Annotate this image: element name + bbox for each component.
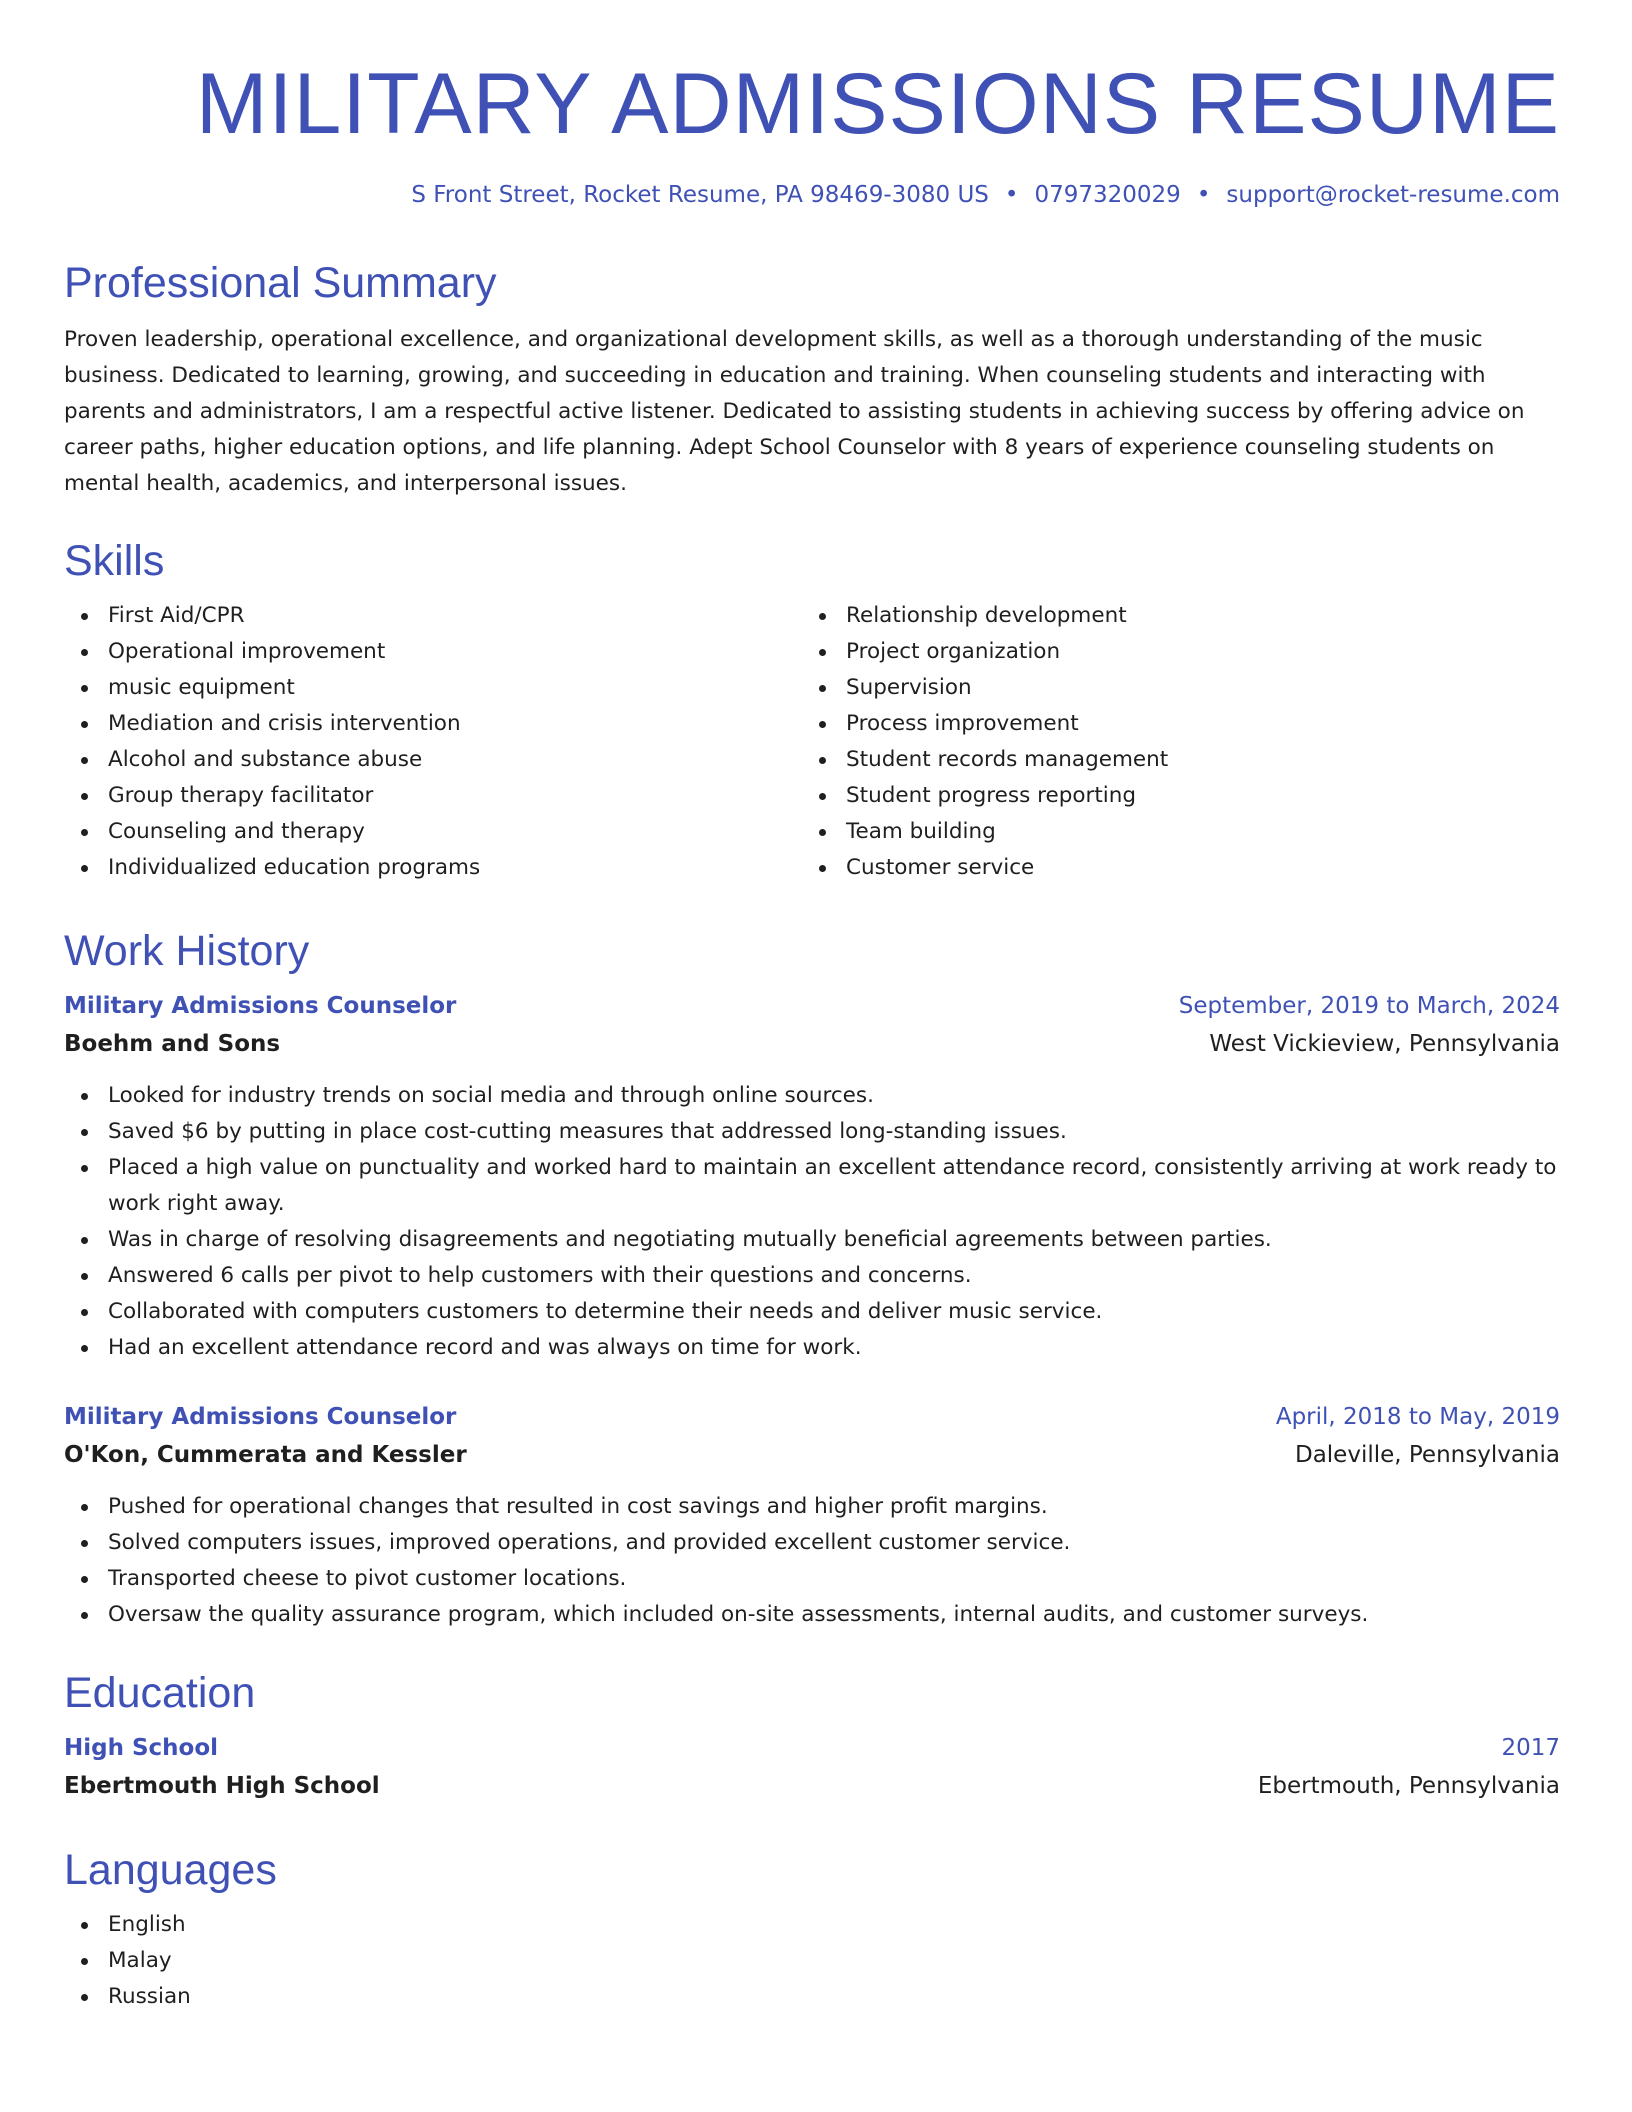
job-bullets bbox=[64, 1078, 1560, 1366]
job-bullet: Transported cheese to pivot customer locations. bbox=[64, 1561, 1560, 1597]
education-section bbox=[64, 1668, 1560, 1805]
skill-item: Individualized education programs bbox=[64, 850, 802, 886]
languages-section bbox=[64, 1845, 1560, 2015]
job-bullet: Oversaw the quality assurance program, which included on-site assessments, internal audits, and customer surveys. bbox=[64, 1597, 1560, 1633]
job-bullet: Had an excellent attendance record and was always on time for work. bbox=[64, 1330, 1560, 1366]
contact-line bbox=[411, 182, 1560, 208]
skill-item: Alcohol and substance abuse bbox=[64, 742, 802, 778]
education-header-row bbox=[64, 1729, 1560, 1767]
school-name: Ebertmouth High School bbox=[64, 1773, 380, 1799]
school-location: Ebertmouth, Pennsylvania bbox=[1257, 1773, 1560, 1799]
job-bullets bbox=[64, 1489, 1560, 1633]
skill-item: Customer service bbox=[802, 850, 1540, 886]
job-company-row bbox=[64, 1025, 1560, 1063]
job-header-row bbox=[64, 987, 1560, 1025]
job-bullet: Pushed for operational changes that resulted in cost savings and higher profit margins. bbox=[64, 1489, 1560, 1525]
skill-item: Student records management bbox=[802, 742, 1540, 778]
skill-item: Student progress reporting bbox=[802, 778, 1540, 814]
skill-item: Project organization bbox=[802, 634, 1540, 670]
work-history-section bbox=[64, 926, 1560, 1633]
job-entry bbox=[64, 1398, 1560, 1633]
phone: 0797320029 bbox=[1034, 182, 1181, 208]
job-bullet: Answered 6 calls per pivot to help customers with their questions and concerns. bbox=[64, 1258, 1560, 1294]
resume-title: MILITARY ADMISSIONS RESUME bbox=[195, 56, 1560, 152]
graduation-year: 2017 bbox=[1501, 1735, 1560, 1761]
address: S Front Street, Rocket Resume, PA 98469-3080 US bbox=[411, 182, 989, 208]
skill-item: Counseling and therapy bbox=[64, 814, 802, 850]
skills-list-left bbox=[64, 598, 802, 886]
language-item: English bbox=[64, 1907, 1560, 1943]
job-bullet: Saved $6 by putting in place cost-cutting measures that addressed long-standing issues. bbox=[64, 1114, 1560, 1150]
job-title: Military Admissions Counselor bbox=[64, 993, 457, 1019]
job-bullet: Collaborated with computers customers to determine their needs and deliver music service. bbox=[64, 1294, 1560, 1330]
job-dates: April, 2018 to May, 2019 bbox=[1275, 1404, 1560, 1430]
company-name: O'Kon, Cummerata and Kessler bbox=[64, 1442, 467, 1468]
skill-item: Mediation and crisis intervention bbox=[64, 706, 802, 742]
resume-page bbox=[64, 0, 1560, 2009]
job-title: Military Admissions Counselor bbox=[64, 1404, 457, 1430]
job-header-row bbox=[64, 1398, 1560, 1436]
job-dates: September, 2019 to March, 2024 bbox=[1178, 993, 1560, 1019]
skills-grid bbox=[64, 598, 1560, 886]
languages-heading: Languages bbox=[64, 1846, 277, 1894]
education-school-row bbox=[64, 1767, 1560, 1805]
skill-item: Supervision bbox=[802, 670, 1540, 706]
job-bullet: Placed a high value on punctuality and worked hard to maintain an excellent attendance record, consistently arriving at work ready to work right away. bbox=[64, 1150, 1560, 1222]
work-history-heading: Work History bbox=[64, 927, 310, 975]
job-location: West Vickieview, Pennsylvania bbox=[1209, 1031, 1560, 1057]
summary-text: Proven leadership, operational excellence, and organizational development skills, as well as a thorough understanding of the music business. Dedicated to learning, growing, and succeeding in education and training. When counseling students and interacting with parents and administrators, I am a respectful active listener. Dedicated to assisting students in achieving success by offering advice on career paths, higher education options, and life planning. Adept School Counselor with 8 years of experience counseling students on mental health, academics, and interpersonal issues. bbox=[64, 327, 1525, 496]
separator: • bbox=[1196, 182, 1211, 208]
separator: • bbox=[1004, 182, 1019, 208]
languages-list bbox=[64, 1907, 1560, 2015]
summary-section bbox=[64, 258, 1560, 502]
skill-item: Process improvement bbox=[802, 706, 1540, 742]
education-heading: Education bbox=[64, 1669, 256, 1717]
skills-heading: Skills bbox=[64, 537, 165, 585]
skills-section bbox=[64, 536, 1560, 886]
job-location: Daleville, Pennsylvania bbox=[1294, 1442, 1560, 1468]
job-entry bbox=[64, 987, 1560, 1366]
job-bullet: Solved computers issues, improved operations, and provided excellent customer service. bbox=[64, 1525, 1560, 1561]
skills-list-right bbox=[802, 598, 1540, 886]
company-name: Boehm and Sons bbox=[64, 1031, 281, 1057]
job-bullet: Was in charge of resolving disagreements and negotiating mutually beneficial agreements between parties. bbox=[64, 1222, 1560, 1258]
job-bullet: Looked for industry trends on social media and through online sources. bbox=[64, 1078, 1560, 1114]
education-entry bbox=[64, 1729, 1560, 1805]
skill-item: First Aid/CPR bbox=[64, 598, 802, 634]
skill-item: Team building bbox=[802, 814, 1540, 850]
degree: High School bbox=[64, 1735, 219, 1761]
skill-item: music equipment bbox=[64, 670, 802, 706]
job-company-row bbox=[64, 1436, 1560, 1474]
language-item: Russian bbox=[64, 1979, 1560, 2015]
email-link[interactable]: support@rocket-resume.com bbox=[1226, 182, 1560, 208]
language-item: Malay bbox=[64, 1943, 1560, 1979]
skill-item: Group therapy facilitator bbox=[64, 778, 802, 814]
skill-item: Relationship development bbox=[802, 598, 1540, 634]
skill-item: Operational improvement bbox=[64, 634, 802, 670]
summary-heading: Professional Summary bbox=[64, 259, 497, 307]
